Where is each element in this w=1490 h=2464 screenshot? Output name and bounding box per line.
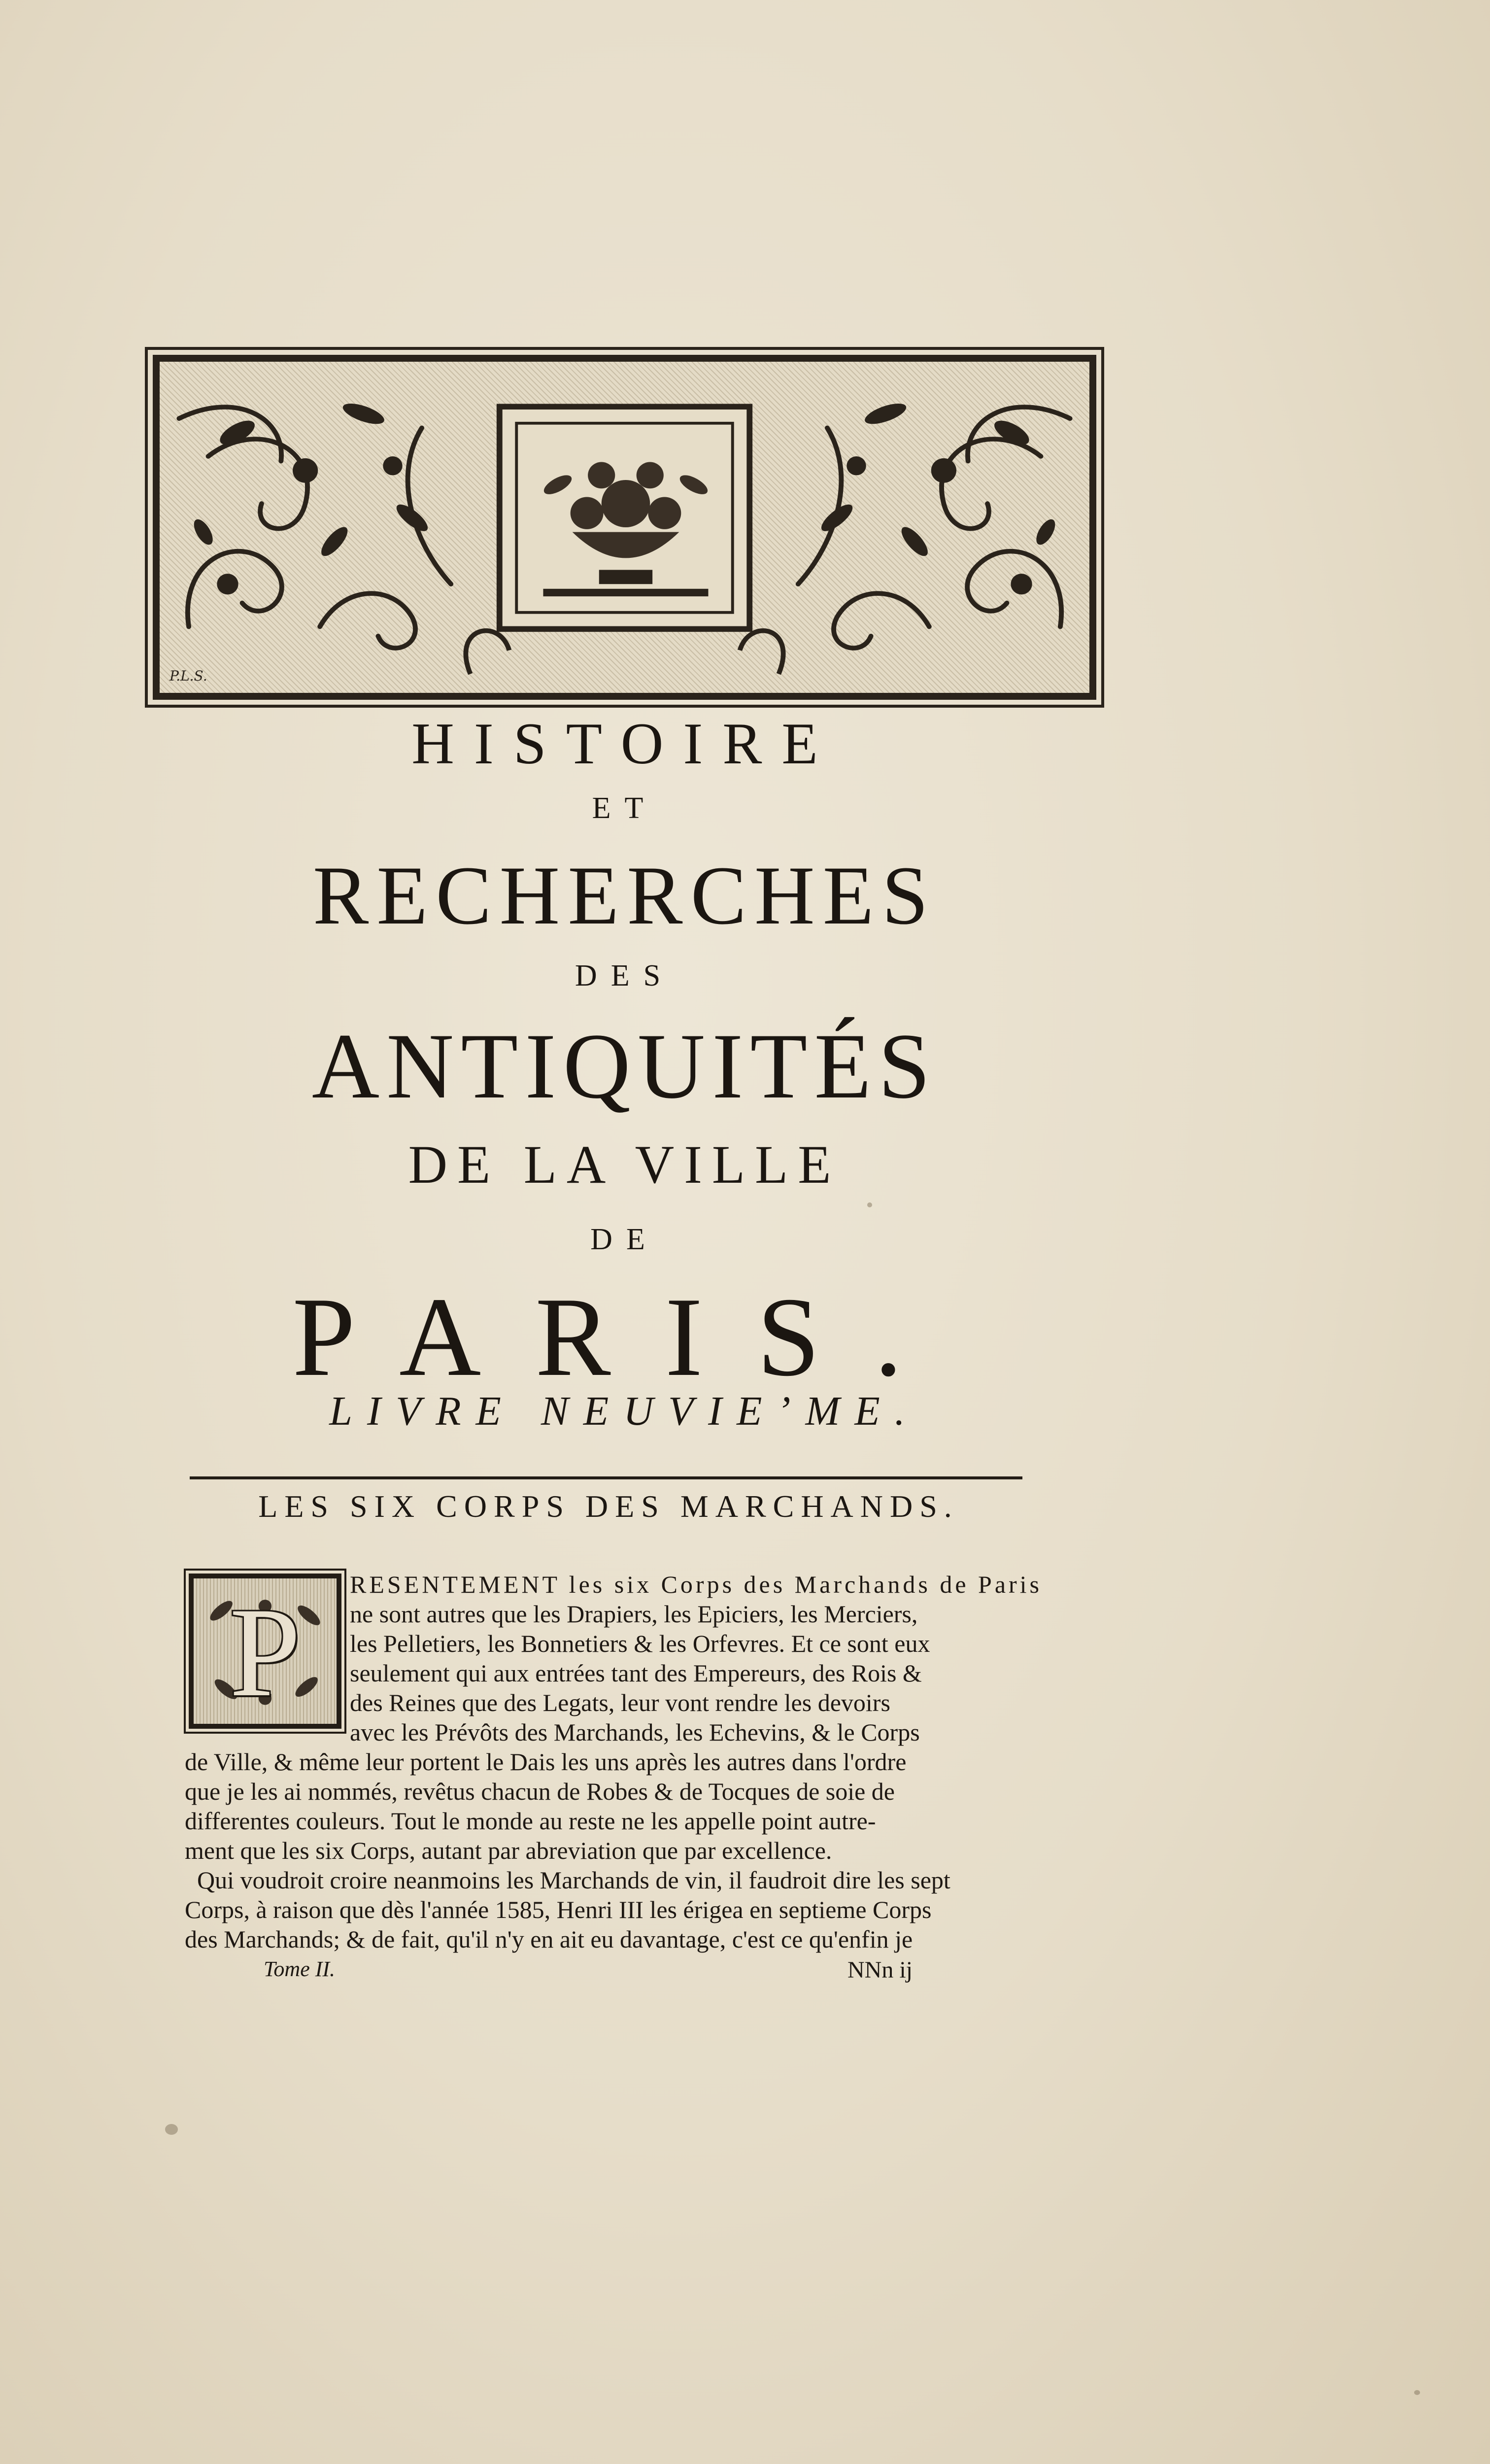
body-line: seulement qui aux entrées tant des Empereurs, des Rois & (350, 1659, 922, 1687)
title-recherches: RECHERCHES (312, 849, 937, 942)
title-histoire: HISTOIRE (411, 711, 838, 776)
body-line: de Ville, & même leur portent le Dais les uns après les autres dans l'ordre (185, 1748, 907, 1776)
floral-scroll-ornament (160, 362, 1089, 693)
title-de: DE (590, 1223, 659, 1256)
body-line: des Reines que des Legats, leur vont rendre les devoirs (350, 1689, 890, 1716)
paper-speck (1414, 2390, 1420, 2395)
body-line: Corps, à raison que dès l'année 1585, Henri III les érigea en septieme Corps (185, 1896, 932, 1923)
volume-footer: Tome II. (264, 1957, 336, 1981)
drop-cap-letter: P (229, 1581, 301, 1723)
title-de-la-ville: DE LA VILLE (408, 1134, 841, 1195)
section-heading: LES SIX CORPS DES MARCHANDS. (258, 1489, 959, 1524)
body-line: differentes couleurs. Tout le monde au reste ne les appelle point autre- (185, 1807, 876, 1835)
title-antiquites: ANTIQUITÉS (311, 1015, 938, 1118)
title-paris: PARIS. (292, 1274, 957, 1400)
ornamental-drop-cap (189, 1574, 341, 1729)
body-line: RESENTEMENT les six Corps des Marchands de Paris (350, 1571, 1043, 1598)
body-line: ne sont autres que les Drapiers, les Epiciers, les Merciers, (350, 1600, 918, 1628)
body-line: avec les Prévôts des Marchands, les Echevins, & le Corps (350, 1718, 920, 1746)
title-des: DES (575, 959, 675, 992)
engraver-mark: P.L.S. (169, 668, 207, 684)
paper-speck (165, 2124, 178, 2135)
body-line: que je les ai nommés, revêtus chacun de Robes & de Tocques de soie de (185, 1778, 895, 1805)
book-number-title: LIVRE NEUVIEʼME. (329, 1388, 920, 1434)
body-line-last: des Marchands; & de fait, qu'il n'y en ait eu davantage, c'est ce qu'enfin je (185, 1925, 913, 1953)
body-line: ment que les six Corps, autant par abreviation que par excellence. (185, 1837, 832, 1864)
section-rule (190, 1476, 1022, 1479)
ornamental-headpiece (153, 355, 1096, 700)
body-line: les Pelletiers, les Bonnetiers & les Orfevres. Et ce sont eux (350, 1630, 930, 1657)
body-line: Qui voudroit croire neanmoins les Marchands de vin, il faudroit dire les sept (197, 1866, 950, 1894)
signature-mark: NNn ij (847, 1957, 913, 1983)
title-et: ET (592, 791, 657, 825)
paper-speck (867, 1202, 872, 1207)
